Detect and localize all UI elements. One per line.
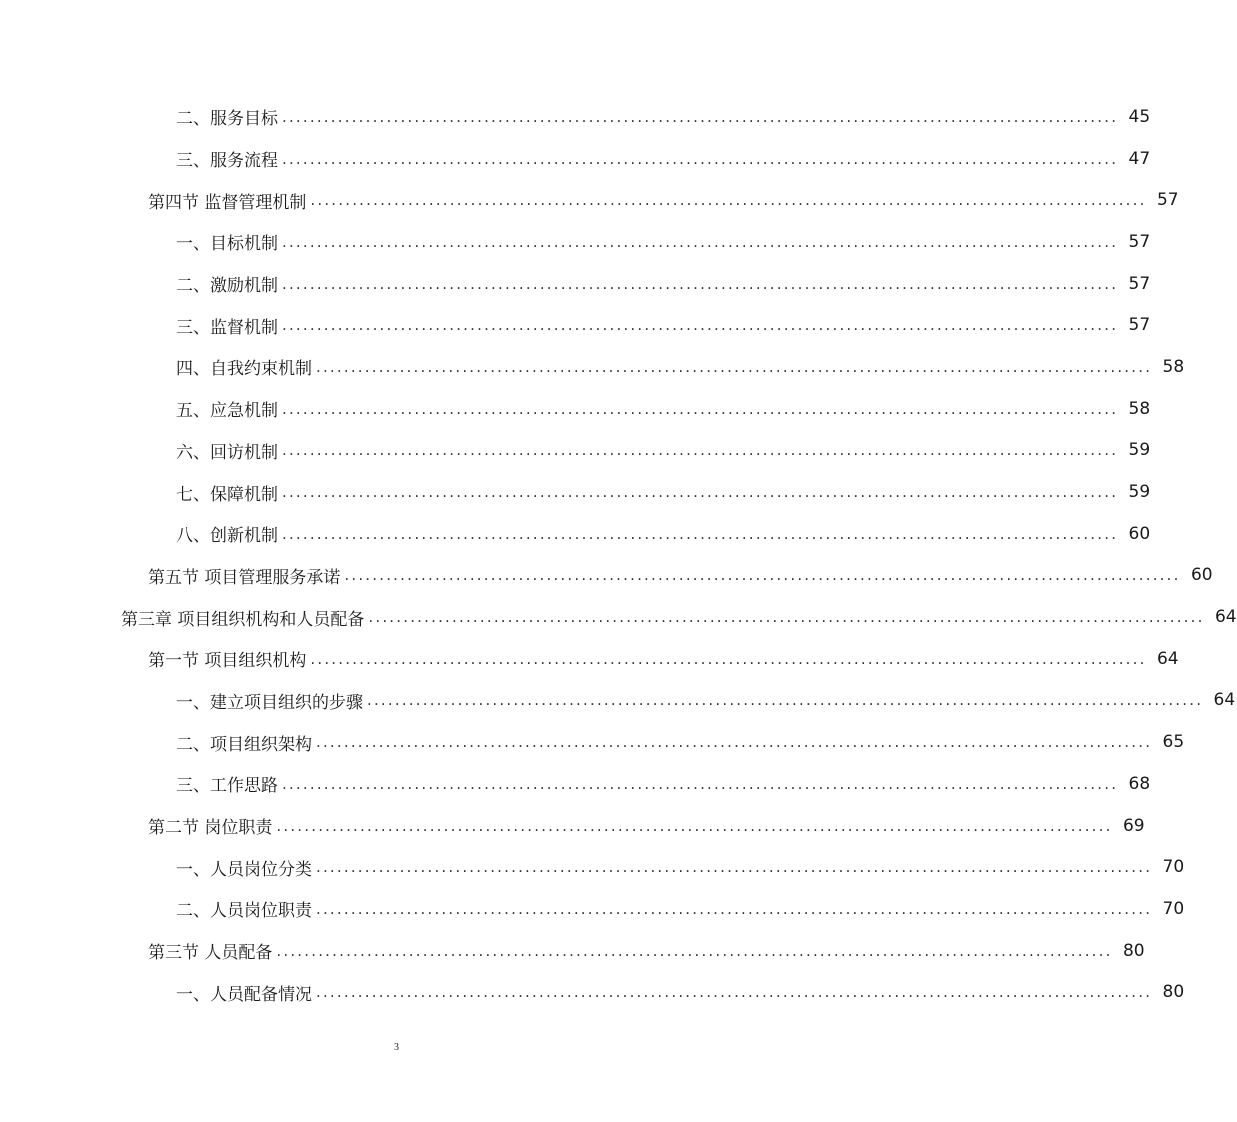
toc-entry-page-number: 64 (1214, 607, 1237, 628)
toc-entry[interactable] (0, 263, 1151, 305)
toc-dot-leader: ........................................................................................................................ (344, 566, 1181, 585)
toc-entry-page-number: 69 (1122, 815, 1145, 836)
toc-entry-title: 二、项目组织架构 (176, 734, 312, 755)
toc-entry-title: 一、人员配备情况 (176, 984, 312, 1005)
toc-entry-page-number: 64 (1213, 690, 1236, 711)
toc-entry[interactable] (0, 638, 1179, 680)
toc-dot-leader: ........................................................................................................................ (282, 483, 1119, 502)
toc-entry-title: 七、保障机制 (176, 484, 278, 505)
toc-entry[interactable] (0, 221, 1151, 263)
toc-entry-page-number: 58 (1128, 398, 1151, 419)
toc-dot-leader: ........................................................................................................................ (282, 441, 1119, 460)
toc-entry-page-number: 65 (1162, 732, 1185, 753)
toc-entry-page-number: 70 (1162, 898, 1185, 919)
toc-entry-title: 三、工作思路 (176, 776, 278, 797)
toc-dot-leader: ........................................................................................................................ (282, 274, 1119, 293)
toc-entry[interactable] (0, 179, 1179, 221)
toc-entry-page-number: 64 (1156, 648, 1179, 669)
toc-entry-page-number: 58 (1162, 356, 1185, 377)
toc-dot-leader: ........................................................................................................................ (316, 858, 1153, 877)
toc-entry[interactable] (0, 888, 1185, 930)
toc-dot-leader: ........................................................................................................................ (282, 774, 1119, 793)
toc-entry-page-number: 57 (1128, 315, 1151, 336)
toc-entry[interactable] (0, 96, 1151, 138)
toc-dot-leader: ........................................................................................................................ (282, 232, 1119, 251)
toc-entry-page-number: 59 (1128, 440, 1151, 461)
toc-entry-title: 第五节 项目管理服务承诺 (148, 567, 341, 588)
toc-entry[interactable] (0, 471, 1151, 513)
toc-dot-leader: ........................................................................................................................ (316, 899, 1153, 918)
toc-entry[interactable] (0, 721, 1185, 763)
toc-entry[interactable] (0, 388, 1151, 430)
toc-entry-title: 一、目标机制 (176, 234, 278, 255)
toc-dot-leader: ........................................................................................................................ (282, 524, 1119, 543)
toc-entry-title: 六、回访机制 (176, 442, 278, 463)
toc-entry[interactable] (0, 971, 1185, 1013)
toc-dot-leader: ........................................................................................................................ (282, 149, 1119, 168)
toc-entry[interactable] (0, 555, 1213, 597)
toc-entry-page-number: 68 (1128, 773, 1151, 794)
toc-dot-leader: ........................................................................................................................ (276, 816, 1113, 835)
toc-dot-leader: ........................................................................................................................ (367, 691, 1204, 710)
table-of-contents (0, 96, 1237, 1013)
toc-entry[interactable] (0, 805, 1145, 847)
toc-entry-page-number: 45 (1128, 106, 1151, 127)
toc-entry-title: 一、人员岗位分类 (176, 859, 312, 880)
toc-entry[interactable] (0, 596, 1237, 638)
toc-dot-leader: ........................................................................................................................ (282, 316, 1119, 335)
toc-dot-leader: ........................................................................................................................ (310, 649, 1147, 668)
toc-entry-page-number: 70 (1162, 857, 1185, 878)
toc-entry-title: 八、创新机制 (176, 526, 278, 547)
toc-dot-leader: ........................................................................................................................ (310, 191, 1147, 210)
toc-dot-leader: ........................................................................................................................ (316, 357, 1153, 376)
toc-entry-title: 二、激励机制 (176, 276, 278, 297)
toc-entry-title: 第三章 项目组织机构和人员配备 (121, 609, 365, 630)
toc-entry[interactable] (0, 846, 1185, 888)
toc-entry-title: 五、应急机制 (176, 401, 278, 422)
toc-dot-leader: ........................................................................................................................ (276, 941, 1113, 960)
toc-entry-title: 第二节 岗位职责 (148, 818, 273, 839)
toc-entry-page-number: 59 (1128, 482, 1151, 503)
toc-entry-page-number: 57 (1156, 190, 1179, 211)
toc-entry[interactable] (0, 430, 1151, 472)
toc-entry-page-number: 60 (1190, 565, 1213, 586)
toc-entry[interactable] (0, 680, 1236, 722)
toc-entry-title: 一、建立项目组织的步骤 (176, 692, 363, 713)
toc-entry-title: 第一节 项目组织机构 (148, 651, 307, 672)
toc-entry-title: 二、服务目标 (176, 109, 278, 130)
toc-entry-title: 四、自我约束机制 (176, 359, 312, 380)
toc-entry-page-number: 57 (1128, 231, 1151, 252)
toc-entry-page-number: 80 (1122, 940, 1145, 961)
toc-entry-title: 三、监督机制 (176, 317, 278, 338)
toc-entry-title: 三、服务流程 (176, 151, 278, 172)
toc-entry-page-number: 60 (1128, 523, 1151, 544)
toc-entry[interactable] (0, 930, 1145, 972)
toc-entry[interactable] (0, 346, 1185, 388)
toc-dot-leader: ........................................................................................................................ (282, 399, 1119, 418)
toc-dot-leader: ........................................................................................................................ (316, 983, 1153, 1002)
toc-entry-page-number: 80 (1162, 982, 1185, 1003)
toc-entry-title: 第三节 人员配备 (148, 943, 273, 964)
toc-dot-leader: ........................................................................................................................ (368, 608, 1205, 627)
toc-entry[interactable] (0, 138, 1151, 180)
toc-entry-page-number: 57 (1128, 273, 1151, 294)
toc-entry[interactable] (0, 304, 1151, 346)
toc-entry-title: 二、人员岗位职责 (176, 901, 312, 922)
toc-dot-leader: ........................................................................................................................ (316, 733, 1153, 752)
toc-entry[interactable] (0, 763, 1151, 805)
toc-entry-page-number: 47 (1128, 148, 1151, 169)
toc-entry[interactable] (0, 513, 1151, 555)
page-number: 3 (394, 1042, 399, 1053)
toc-dot-leader: ........................................................................................................................ (282, 107, 1119, 126)
toc-entry-title: 第四节 监督管理机制 (148, 192, 307, 213)
